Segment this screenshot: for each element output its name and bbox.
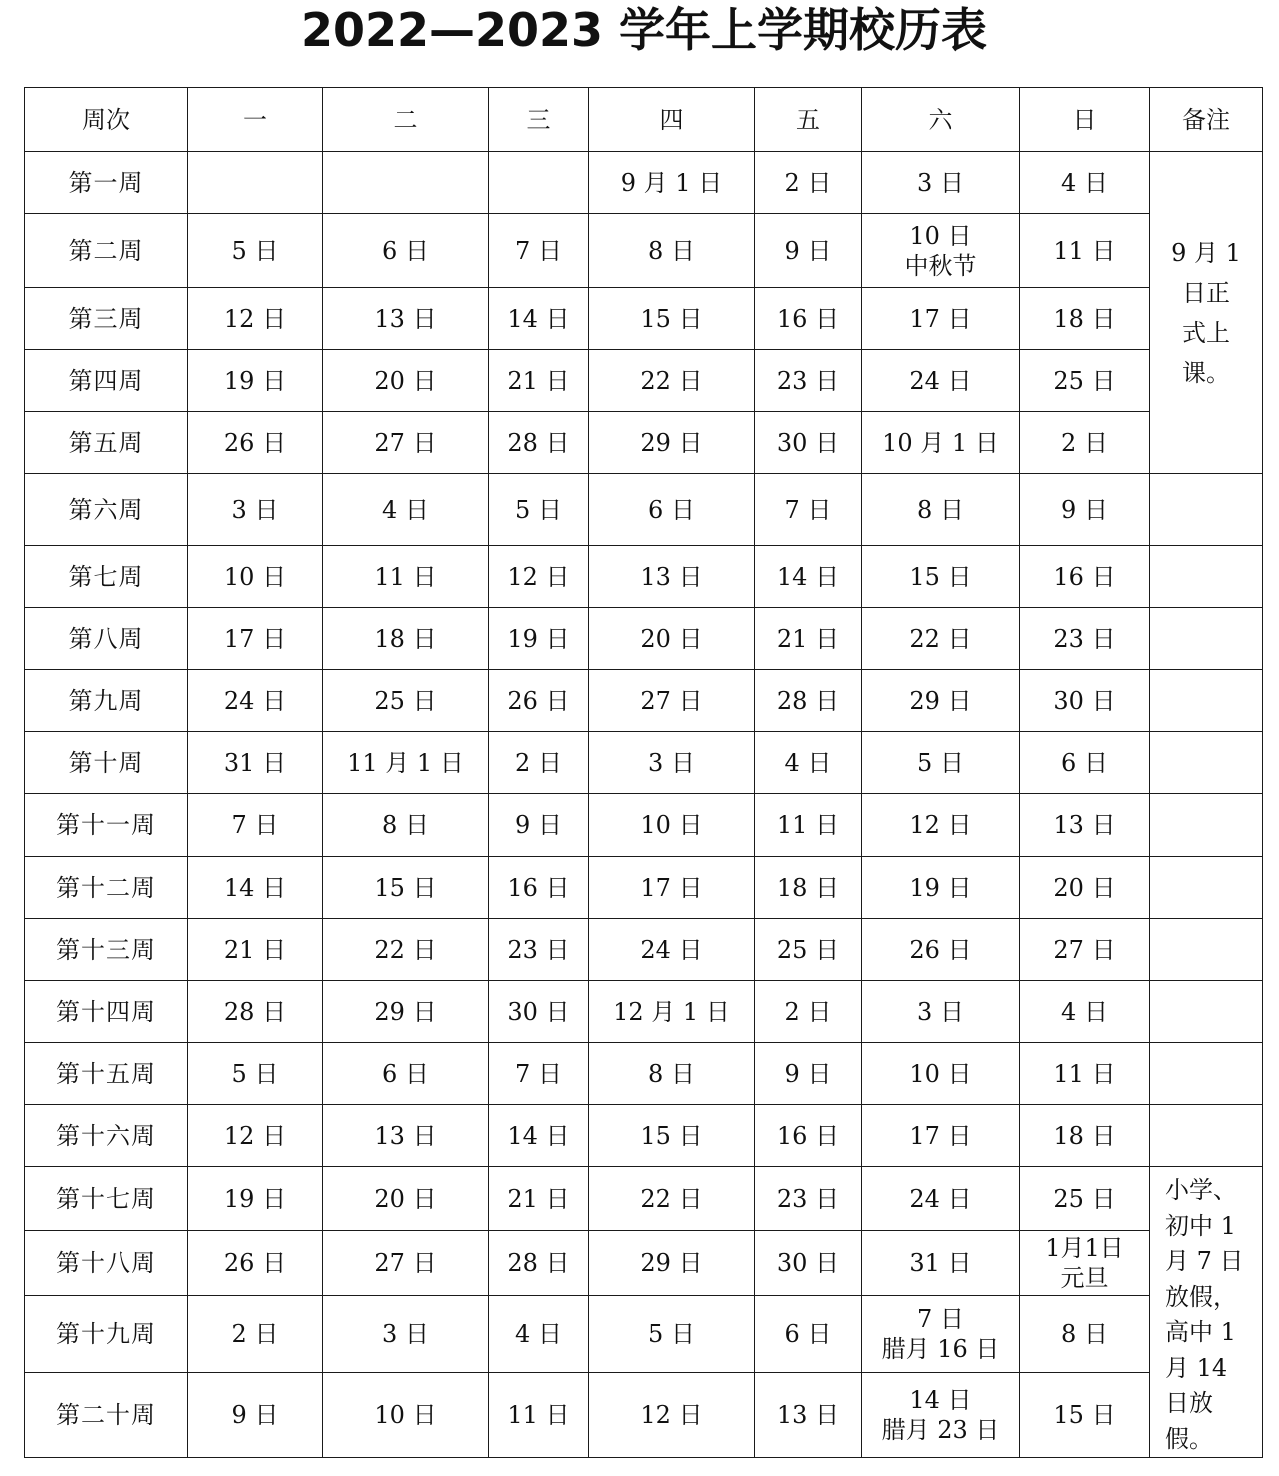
header-row (25, 88, 1263, 152)
week-row (25, 919, 1263, 981)
week-label: 第十周 (25, 732, 188, 794)
week-row (25, 1043, 1263, 1105)
week-row (25, 412, 1263, 474)
day-cell-thu: 27 日 (589, 670, 755, 732)
header-cell: 五 (755, 88, 862, 152)
day-cell-mon: 9 日 (188, 1372, 323, 1457)
note-cell (1150, 919, 1263, 981)
day-cell-tue: 8 日 (323, 794, 489, 857)
day-cell-fri: 25 日 (755, 919, 862, 981)
day-cell-sun: 15 日 (1020, 1372, 1150, 1457)
week-row (25, 214, 1263, 288)
week-label: 第十三周 (25, 919, 188, 981)
day-cell-mon: 17 日 (188, 608, 323, 670)
day-cell-fri: 18 日 (755, 857, 862, 919)
day-cell-tue: 18 日 (323, 608, 489, 670)
day-cell-tue: 6 日 (323, 1043, 489, 1105)
week-label: 第四周 (25, 350, 188, 412)
day-cell-wed: 14 日 (489, 288, 589, 350)
note-cell (1150, 1105, 1263, 1167)
day-cell-sat: 3 日 (862, 981, 1020, 1043)
day-cell-sat: 8 日 (862, 474, 1020, 546)
week-row (25, 1295, 1263, 1372)
day-cell-sat: 10 月 1 日 (862, 412, 1020, 474)
week-label: 第十七周 (25, 1167, 188, 1231)
day-cell-tue (323, 152, 489, 214)
week-label: 第十九周 (25, 1295, 188, 1372)
day-cell-wed: 7 日 (489, 1043, 589, 1105)
day-cell-tue: 6 日 (323, 214, 489, 288)
day-cell-tue: 27 日 (323, 1231, 489, 1295)
note-vacation: 小学、初中 1 月 7 日放假，高中 1 月 14 日放假。 (1150, 1167, 1263, 1458)
day-cell-fri: 21 日 (755, 608, 862, 670)
day-cell-sat: 3 日 (862, 152, 1020, 214)
day-cell-sat: 29 日 (862, 670, 1020, 732)
day-cell-wed: 21 日 (489, 1167, 589, 1231)
day-cell-fri: 28 日 (755, 670, 862, 732)
week-row (25, 608, 1263, 670)
day-cell-fri: 9 日 (755, 1043, 862, 1105)
day-cell-mon: 10 日 (188, 546, 323, 608)
header-cell: 四 (589, 88, 755, 152)
day-cell-wed: 21 日 (489, 350, 589, 412)
day-cell-thu: 13 日 (589, 546, 755, 608)
week-row (25, 152, 1263, 214)
day-cell-sun: 16 日 (1020, 546, 1150, 608)
day-cell-sun: 4 日 (1020, 981, 1150, 1043)
day-cell-sat: 24 日 (862, 1167, 1020, 1231)
week-label: 第十六周 (25, 1105, 188, 1167)
week-label: 第九周 (25, 670, 188, 732)
week-row (25, 670, 1263, 732)
day-cell-wed: 26 日 (489, 670, 589, 732)
day-cell-fri: 2 日 (755, 152, 862, 214)
day-cell-wed: 11 日 (489, 1372, 589, 1457)
day-cell-mon: 24 日 (188, 670, 323, 732)
day-cell-fri: 9 日 (755, 214, 862, 288)
day-cell-fri: 16 日 (755, 288, 862, 350)
day-cell-mon: 28 日 (188, 981, 323, 1043)
header-cell: 二 (323, 88, 489, 152)
day-cell-sun: 27 日 (1020, 919, 1150, 981)
week-label: 第一周 (25, 152, 188, 214)
day-cell-thu: 22 日 (589, 1167, 755, 1231)
day-cell-sun: 8 日 (1020, 1295, 1150, 1372)
week-label: 第十二周 (25, 857, 188, 919)
day-cell-sat: 31 日 (862, 1231, 1020, 1295)
day-cell-fri: 23 日 (755, 1167, 862, 1231)
note-start-classes: 9 月 1 日正式上课。 (1150, 152, 1263, 474)
day-cell-fri: 4 日 (755, 732, 862, 794)
day-cell-wed: 28 日 (489, 1231, 589, 1295)
week-label: 第十一周 (25, 794, 188, 857)
day-cell-thu: 8 日 (589, 1043, 755, 1105)
day-cell-tue: 3 日 (323, 1295, 489, 1372)
day-cell-sat: 17 日 (862, 1105, 1020, 1167)
day-cell-tue: 22 日 (323, 919, 489, 981)
day-cell-sat: 19 日 (862, 857, 1020, 919)
header-cell: 三 (489, 88, 589, 152)
day-cell-wed: 12 日 (489, 546, 589, 608)
note-cell (1150, 1043, 1263, 1105)
day-cell-sun: 1月1日 元旦 (1020, 1231, 1150, 1295)
week-row (25, 794, 1263, 857)
day-cell-mon: 31 日 (188, 732, 323, 794)
header-cell: 周次 (25, 88, 188, 152)
day-cell-sat: 10 日 中秋节 (862, 214, 1020, 288)
day-cell-sun: 20 日 (1020, 857, 1150, 919)
day-cell-sat: 24 日 (862, 350, 1020, 412)
day-cell-wed (489, 152, 589, 214)
day-cell-mon: 19 日 (188, 1167, 323, 1231)
note-cell (1150, 981, 1263, 1043)
header-cell: 六 (862, 88, 1020, 152)
day-cell-fri: 30 日 (755, 412, 862, 474)
day-cell-thu: 24 日 (589, 919, 755, 981)
day-cell-tue: 13 日 (323, 1105, 489, 1167)
day-cell-tue: 15 日 (323, 857, 489, 919)
week-row (25, 546, 1263, 608)
day-cell-sun: 25 日 (1020, 350, 1150, 412)
day-cell-thu: 22 日 (589, 350, 755, 412)
week-label: 第十八周 (25, 1231, 188, 1295)
week-row (25, 1105, 1263, 1167)
week-row (25, 1231, 1263, 1295)
day-cell-thu: 8 日 (589, 214, 755, 288)
day-cell-thu: 15 日 (589, 1105, 755, 1167)
day-cell-thu: 9 月 1 日 (589, 152, 755, 214)
note-cell (1150, 608, 1263, 670)
week-row (25, 732, 1263, 794)
note-cell (1150, 794, 1263, 857)
week-row (25, 981, 1263, 1043)
day-cell-sat: 7 日 腊月 16 日 (862, 1295, 1020, 1372)
day-cell-thu: 6 日 (589, 474, 755, 546)
day-cell-fri: 6 日 (755, 1295, 862, 1372)
note-cell (1150, 670, 1263, 732)
week-label: 第二周 (25, 214, 188, 288)
day-cell-sun: 6 日 (1020, 732, 1150, 794)
day-cell-wed: 19 日 (489, 608, 589, 670)
day-cell-wed: 5 日 (489, 474, 589, 546)
day-cell-mon: 14 日 (188, 857, 323, 919)
day-cell-wed: 14 日 (489, 1105, 589, 1167)
day-cell-thu: 5 日 (589, 1295, 755, 1372)
week-label: 第三周 (25, 288, 188, 350)
day-cell-sat: 15 日 (862, 546, 1020, 608)
day-cell-thu: 10 日 (589, 794, 755, 857)
day-cell-wed: 23 日 (489, 919, 589, 981)
day-cell-fri: 7 日 (755, 474, 862, 546)
day-cell-tue: 20 日 (323, 1167, 489, 1231)
day-cell-tue: 10 日 (323, 1372, 489, 1457)
note-cell (1150, 857, 1263, 919)
note-cell (1150, 732, 1263, 794)
day-cell-fri: 30 日 (755, 1231, 862, 1295)
day-cell-sun: 30 日 (1020, 670, 1150, 732)
day-cell-tue: 27 日 (323, 412, 489, 474)
day-cell-wed: 7 日 (489, 214, 589, 288)
week-label: 第十五周 (25, 1043, 188, 1105)
day-cell-thu: 15 日 (589, 288, 755, 350)
note-cell (1150, 474, 1263, 546)
day-cell-fri: 16 日 (755, 1105, 862, 1167)
day-cell-thu: 12 日 (589, 1372, 755, 1457)
day-cell-sat: 17 日 (862, 288, 1020, 350)
day-cell-mon: 26 日 (188, 1231, 323, 1295)
day-cell-mon (188, 152, 323, 214)
day-cell-sun: 18 日 (1020, 1105, 1150, 1167)
day-cell-mon: 26 日 (188, 412, 323, 474)
day-cell-mon: 19 日 (188, 350, 323, 412)
day-cell-sun: 18 日 (1020, 288, 1150, 350)
week-label: 第二十周 (25, 1372, 188, 1457)
day-cell-tue: 11 月 1 日 (323, 732, 489, 794)
day-cell-wed: 2 日 (489, 732, 589, 794)
week-label: 第十四周 (25, 981, 188, 1043)
day-cell-mon: 3 日 (188, 474, 323, 546)
day-cell-fri: 13 日 (755, 1372, 862, 1457)
day-cell-mon: 7 日 (188, 794, 323, 857)
day-cell-fri: 23 日 (755, 350, 862, 412)
header-cell: 一 (188, 88, 323, 152)
day-cell-mon: 12 日 (188, 288, 323, 350)
day-cell-sun: 13 日 (1020, 794, 1150, 857)
day-cell-fri: 11 日 (755, 794, 862, 857)
day-cell-tue: 25 日 (323, 670, 489, 732)
day-cell-sun: 11 日 (1020, 1043, 1150, 1105)
day-cell-fri: 14 日 (755, 546, 862, 608)
note-cell (1150, 546, 1263, 608)
week-row (25, 288, 1263, 350)
week-label: 第六周 (25, 474, 188, 546)
day-cell-sun: 11 日 (1020, 214, 1150, 288)
week-row (25, 1167, 1263, 1231)
week-row (25, 474, 1263, 546)
day-cell-sat: 14 日 腊月 23 日 (862, 1372, 1020, 1457)
week-label: 第八周 (25, 608, 188, 670)
day-cell-tue: 20 日 (323, 350, 489, 412)
day-cell-thu: 29 日 (589, 412, 755, 474)
day-cell-mon: 5 日 (188, 1043, 323, 1105)
day-cell-mon: 21 日 (188, 919, 323, 981)
day-cell-sat: 22 日 (862, 608, 1020, 670)
day-cell-thu: 29 日 (589, 1231, 755, 1295)
day-cell-sun: 23 日 (1020, 608, 1150, 670)
day-cell-tue: 29 日 (323, 981, 489, 1043)
day-cell-sat: 10 日 (862, 1043, 1020, 1105)
day-cell-tue: 4 日 (323, 474, 489, 546)
week-label: 第七周 (25, 546, 188, 608)
header-cell: 日 (1020, 88, 1150, 152)
day-cell-wed: 16 日 (489, 857, 589, 919)
day-cell-sat: 12 日 (862, 794, 1020, 857)
week-label: 第五周 (25, 412, 188, 474)
day-cell-tue: 11 日 (323, 546, 489, 608)
day-cell-mon: 2 日 (188, 1295, 323, 1372)
day-cell-thu: 12 月 1 日 (589, 981, 755, 1043)
day-cell-thu: 17 日 (589, 857, 755, 919)
school-calendar-table (24, 87, 1263, 1458)
week-row (25, 350, 1263, 412)
day-cell-mon: 5 日 (188, 214, 323, 288)
day-cell-mon: 12 日 (188, 1105, 323, 1167)
day-cell-wed: 4 日 (489, 1295, 589, 1372)
day-cell-wed: 30 日 (489, 981, 589, 1043)
day-cell-thu: 20 日 (589, 608, 755, 670)
day-cell-fri: 2 日 (755, 981, 862, 1043)
day-cell-wed: 28 日 (489, 412, 589, 474)
day-cell-sun: 4 日 (1020, 152, 1150, 214)
day-cell-wed: 9 日 (489, 794, 589, 857)
day-cell-sun: 2 日 (1020, 412, 1150, 474)
week-row (25, 1372, 1263, 1457)
day-cell-sun: 9 日 (1020, 474, 1150, 546)
week-row (25, 857, 1263, 919)
header-cell: 备注 (1150, 88, 1263, 152)
day-cell-sat: 26 日 (862, 919, 1020, 981)
day-cell-thu: 3 日 (589, 732, 755, 794)
day-cell-sun: 25 日 (1020, 1167, 1150, 1231)
day-cell-tue: 13 日 (323, 288, 489, 350)
day-cell-sat: 5 日 (862, 732, 1020, 794)
page-title: 2022—2023 学年上学期校历表 (300, 3, 988, 57)
